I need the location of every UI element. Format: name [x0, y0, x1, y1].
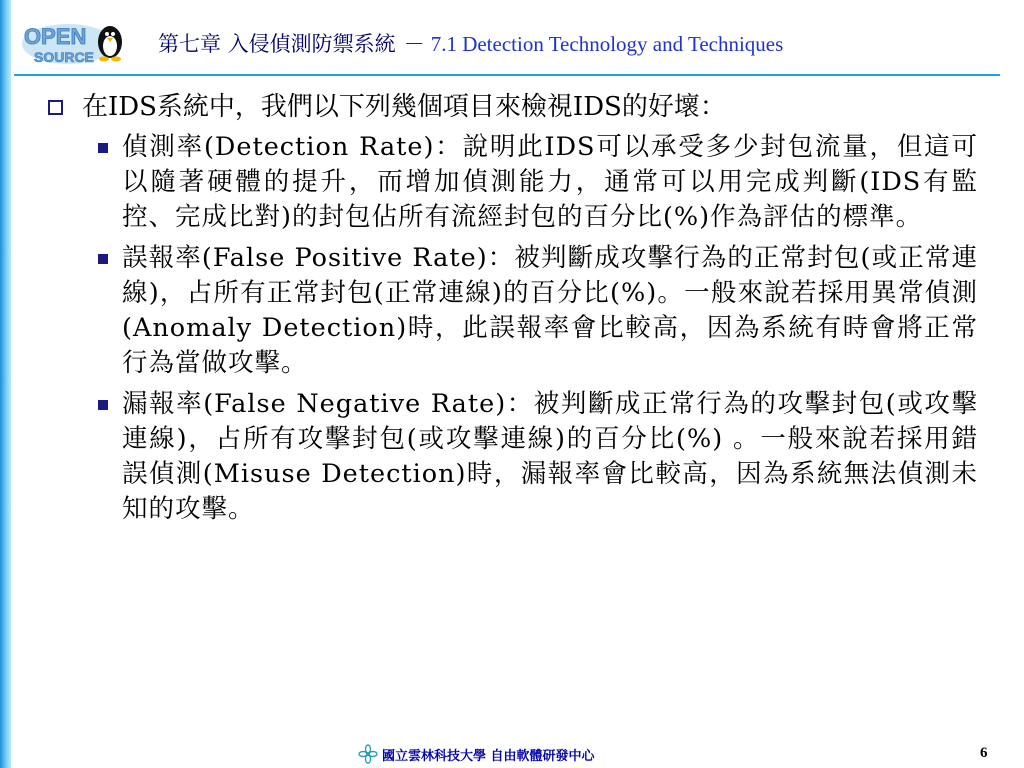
title-english: 7.1 Detection Technology and Techniques	[430, 32, 784, 56]
filled-square-bullet-icon	[98, 254, 108, 264]
sub-bullet-text: 偵測率(Detection Rate)：說明此IDS可以承受多少封包流量，但這可以隨著硬體的提升，而增加偵測能力，通常可以用完成判斷(IDS有監控、完成比對)的封包佔所有流經封包的百分比(%)作為評估的標準。	[122, 132, 978, 232]
logo-text-source: SOURCE	[34, 49, 94, 65]
footer-center: 自由軟體研發中心	[490, 748, 595, 764]
slide-body	[40, 90, 995, 527]
footer	[358, 744, 595, 764]
title-separator: －	[403, 32, 425, 56]
sub-bullet-item	[98, 130, 995, 235]
main-bullet-item	[40, 90, 995, 124]
page-number: 6	[980, 745, 988, 761]
left-accent-bar	[0, 0, 11, 768]
filled-square-bullet-icon	[98, 400, 108, 410]
flower-emblem-icon	[358, 744, 378, 764]
sub-bullet-text: 漏報率(False Negative Rate)：被判斷成正常行為的攻擊封包(或攻擊連線)，占所有攻擊封包(或攻擊連線)的百分比(%) 。一般來說若採用錯誤偵測(Misuse Detection)時，漏報率會比較高，因為系統無法偵測未知的攻擊。	[122, 389, 978, 524]
sub-bullet-text: 誤報率(False Positive Rate)：被判斷成攻擊行為的正常封包(或正常連線)，占所有正常封包(正常連線)的百分比(%)。一般來說若採用異常偵測(Anomaly Detection)時，此誤報率會比較高，因為系統有時會將正常行為當做攻擊。	[122, 243, 978, 378]
main-bullet-text: 在IDS系統中，我們以下列幾個項目來檢視IDS的好壞：	[82, 92, 726, 122]
sub-bullet-list	[40, 130, 995, 527]
sub-bullet-item	[98, 241, 995, 381]
hollow-square-bullet-icon	[48, 100, 63, 115]
slide-title	[158, 28, 783, 58]
open-source-logo	[18, 14, 130, 68]
sub-bullet-item	[98, 387, 995, 527]
title-chinese: 第七章 入侵偵測防禦系統	[158, 32, 396, 56]
header-divider	[14, 74, 1000, 76]
filled-square-bullet-icon	[98, 143, 108, 153]
logo-text-open: OPEN	[24, 24, 87, 49]
footer-school: 國立雲林科技大學	[382, 748, 487, 764]
